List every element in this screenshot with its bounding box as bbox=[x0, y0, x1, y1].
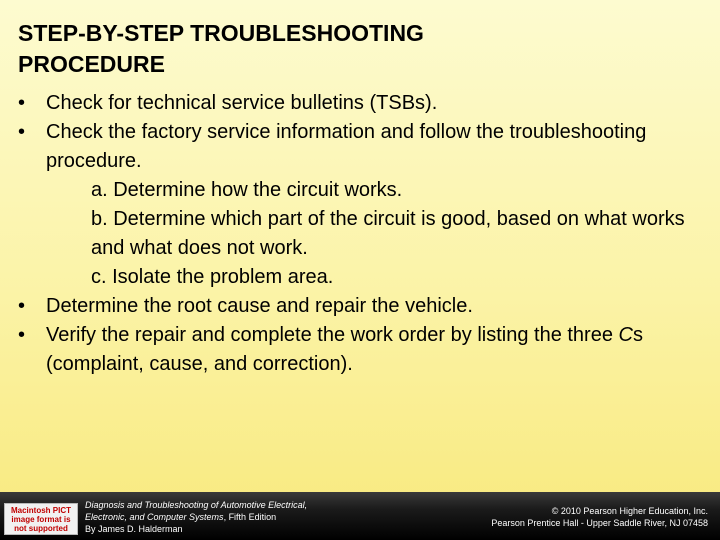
copyright-text: © 2010 Pearson Higher Education, Inc. bbox=[551, 506, 708, 516]
book-title-line1: Diagnosis and Troubleshooting of Automotive Electrical, bbox=[85, 500, 308, 510]
bullet-text: Determine the root cause and repair the vehicle. bbox=[46, 295, 473, 317]
book-edition: , Fifth Edition bbox=[223, 512, 277, 522]
pict-placeholder-image: Macintosh PICT image format is not supported bbox=[4, 503, 78, 535]
book-title-line2-wrap bbox=[85, 511, 355, 523]
bullet-item-tsb bbox=[18, 89, 708, 118]
publisher-text: Pearson Prentice Hall - Upper Saddle River, NJ 07458 bbox=[491, 518, 708, 528]
bullet-dot-icon: • bbox=[18, 92, 26, 114]
book-author: By James D. Halderman bbox=[85, 524, 183, 534]
bullet-dot-icon: • bbox=[18, 295, 26, 317]
sub-item-a: a. Determine how the circuit works. bbox=[91, 179, 403, 201]
bullet-item-verify bbox=[18, 321, 708, 379]
bullet-text: Check for technical service bulletins (TSBs). bbox=[46, 92, 438, 114]
bullet-text: Check the factory service information and follow the troubleshooting procedure. bbox=[46, 121, 647, 172]
bullet-dot-icon: • bbox=[18, 324, 26, 346]
book-title-line2: Electronic, and Computer Systems bbox=[85, 512, 224, 522]
sub-item-c: c. Isolate the problem area. bbox=[91, 266, 334, 288]
bullet-item-factory-info bbox=[18, 118, 708, 176]
bullet-text-em: C bbox=[618, 324, 633, 346]
bullet-text-pre: Verify the repair and complete the work order by listing the three bbox=[46, 324, 619, 346]
copyright-block bbox=[408, 505, 708, 529]
bullet-list bbox=[18, 89, 708, 379]
bullet-item-root-cause bbox=[18, 292, 708, 321]
sub-item-b: b. Determine which part of the circuit is good, based on what works and what does not work. bbox=[91, 208, 685, 259]
bullet-dot-icon: • bbox=[18, 121, 26, 143]
bullet-text-post: s (complaint, cause, and correction). bbox=[46, 324, 643, 375]
book-citation bbox=[85, 499, 355, 535]
slide-title: STEP-BY-STEP TROUBLESHOOTING PROCEDURE bbox=[18, 20, 424, 77]
